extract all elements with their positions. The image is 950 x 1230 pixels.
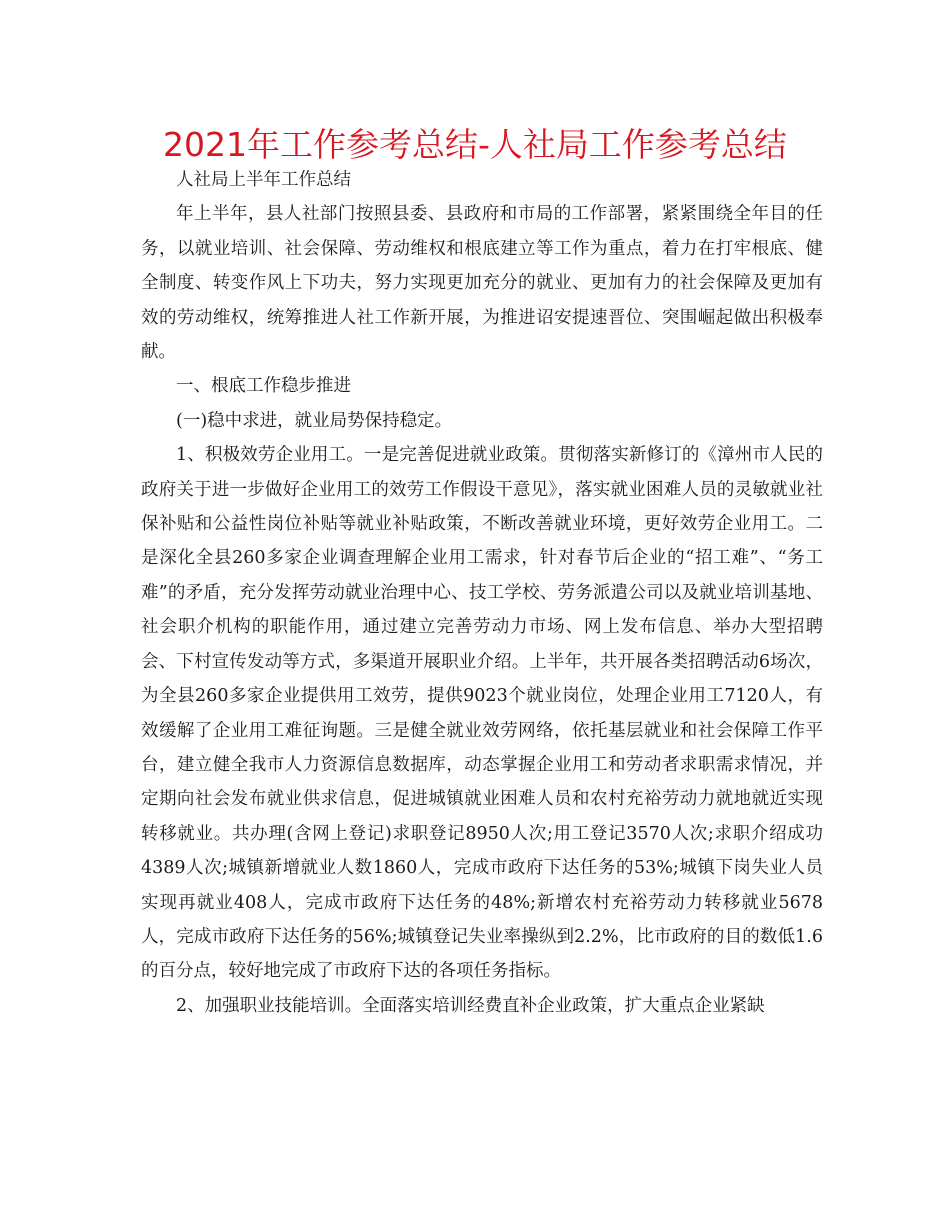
subsection-heading: (一)稳中求进，就业局势保持稳定。 xyxy=(176,410,453,431)
document-body xyxy=(141,163,823,1023)
paragraph-item-1: 1、积极效劳企业用工。一是完善促进就业政策。贯彻落实新修订的《漳州市人民的政府关于进一步做好企业用工的效劳工作假设干意见》，落实就业困难人员的灵敏就业社保补贴和公益性岗位补贴等就业补贴政策，不断改善就业环境，更好效劳企业用工。二是深化全县260多家企业调查理解企业用工需求，针对春节后企业的“招工难”、“务工难”的矛盾，充分发挥劳动就业治理中心、技工学校、劳务派遣公司以及就业培训基地、社会职介机构的职能作用，通过建立完善劳动力市场、网上发布信息、举办大型招聘会、下村宣传发动等方式，多渠道开展职业介绍。上半年，共开展各类招聘活动6场次，为全县260多家企业提供用工效劳，提供9023个就业岗位，处理企业用工7120人，有效缓解了企业用工难征询题。三是健全就业效劳网络，依托基层就业和社会保障工作平台，建立健全我市人力资源信息数据库，动态掌握企业用工和劳动者求职需求情况，并定期向社会发布就业供求信息，促进城镇就业困难人员和农村充裕劳动力就地就近实现转移就业。共办理(含网上登记)求职登记8950人次;用工登记3570人次;求职介绍成功4389人次;城镇新增就业人数1860人，完成市政府下达任务的53%;城镇下岗失业人员实现再就业408人，完成市政府下达任务的48%;新增农村充裕劳动力转移就业5678人，完成市政府下达任务的56%;城镇登记失业率操纵到2.2%，比市政府的目的数低1.6的百分点，较好地完成了市政府下达的各项任务指标。 xyxy=(141,445,823,982)
paragraph-subtitle: 人社局上半年工作总结 xyxy=(176,170,351,190)
paragraph-intro: 年上半年，县人社部门按照县委、县政府和市局的工作部署，紧紧围绕全年目的任务，以就业培训、社会保障、劳动维权和根底建立等工作为重点，着力在打牢根底、健全制度、转变作风上下功夫，努力实现更加充分的就业、更加有力的社会保障及更加有效的劳动维权，统筹推进人社工作新开展，为推进诏安提速晋位、突围崛起做出积极奉献。 xyxy=(141,204,823,363)
document-title: 2021年工作参考总结-人社局工作参考总结 xyxy=(163,125,787,164)
section-heading: 一、根底工作稳步推进 xyxy=(176,376,351,397)
paragraph-item-2: 2、加强职业技能培训。全面落实培训经费直补企业政策，扩大重点企业紧缺 xyxy=(176,995,765,1016)
